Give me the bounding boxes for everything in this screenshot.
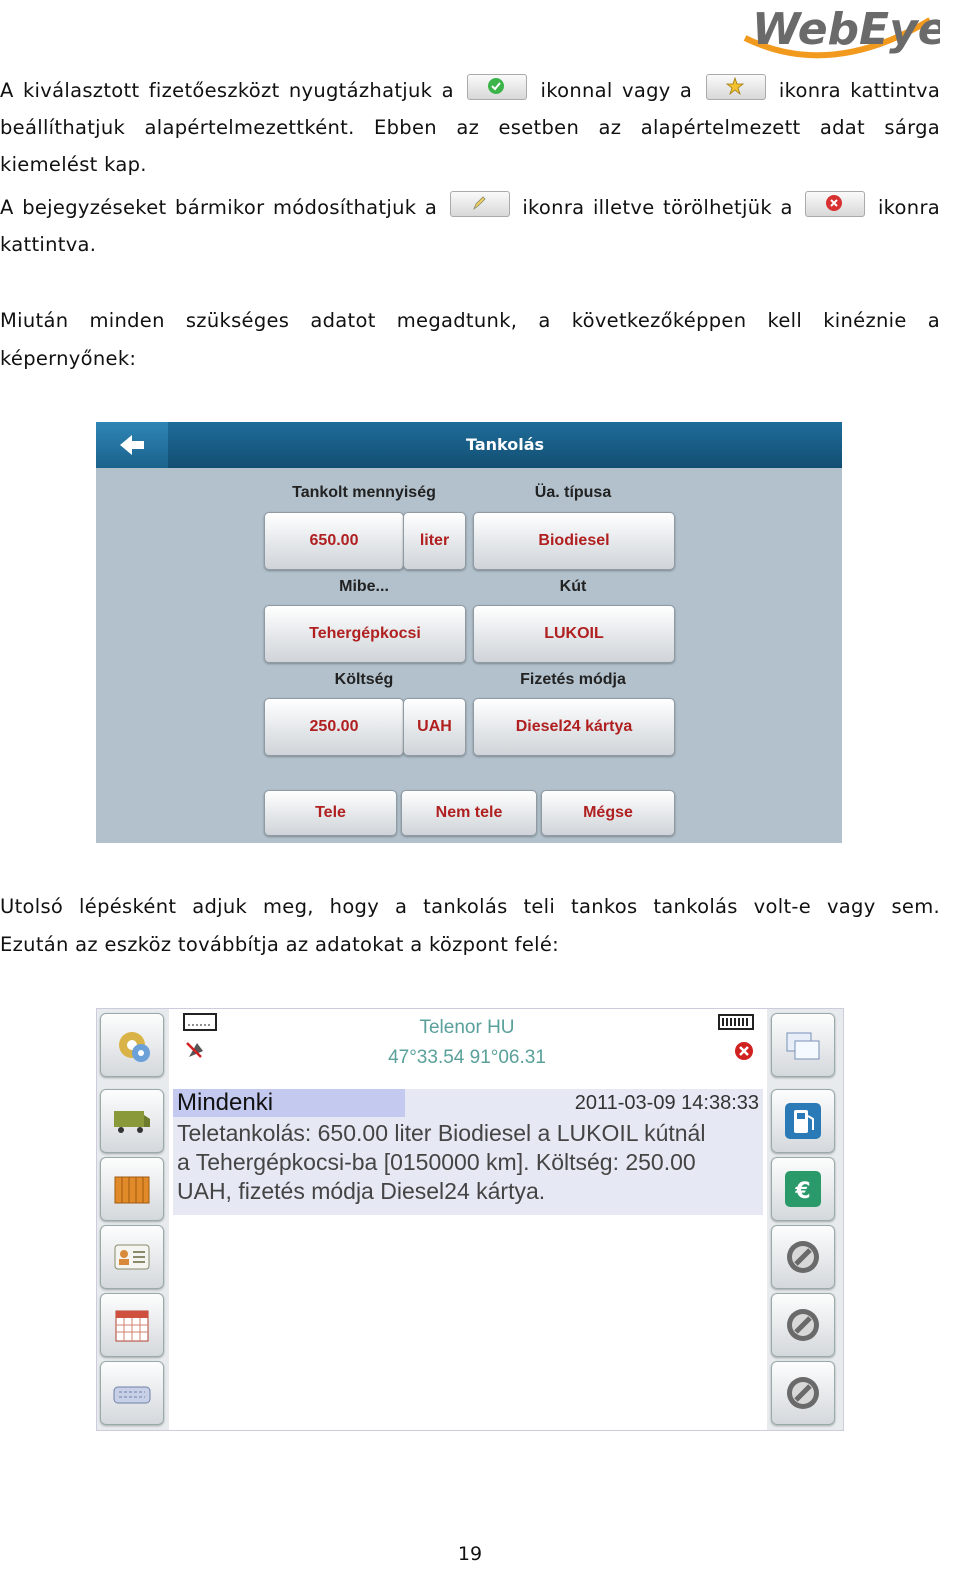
message-item[interactable] (173, 1089, 763, 1215)
gps-coordinates: 47°33.54 91°06.31 (388, 1047, 546, 1068)
container-icon (110, 1167, 154, 1211)
refuel-screen (96, 422, 842, 843)
paragraph-3-line-2: képernyőnek: (0, 347, 137, 370)
label-vehicle: Mibe... (339, 578, 389, 595)
pencil-icon (470, 194, 488, 212)
default-icon-button (706, 74, 766, 100)
message-screen (96, 1008, 844, 1431)
windows-tile[interactable] (771, 1013, 835, 1077)
paragraph-1-line-1 (0, 72, 940, 109)
logo-text: WebEye (752, 4, 940, 55)
label-payment: Fizetés módja (520, 671, 626, 688)
label-station: Kút (559, 578, 587, 595)
message-line-3: UAH, fizetés módja Diesel24 kártya. (177, 1178, 546, 1204)
delete-icon-button (805, 191, 865, 217)
star-icon (726, 77, 744, 95)
message-line-1: Teletankolás: 650.00 liter Biodiesel a LUKOIL kútnál (177, 1120, 706, 1146)
fuel-type-field[interactable]: Biodiesel (473, 512, 675, 570)
check-icon (487, 77, 505, 95)
amount-unit-field[interactable]: liter (403, 512, 466, 570)
back-arrow-icon (96, 422, 168, 468)
paragraph-4-line-2: Ezután az eszköz továbbítja az adatokat a központ felé: (0, 933, 560, 956)
paragraph-4-line-1: Utolsó lépésként adjuk meg, hogy a tankolás teli tankos tankolás volt-e vagy sem. (0, 895, 940, 918)
p2-text-c: ikonra (877, 196, 941, 219)
payment-field[interactable]: Diesel24 kártya (473, 698, 675, 756)
keyboard-tile[interactable] (100, 1361, 164, 1425)
settings-tile[interactable] (100, 1013, 164, 1077)
contact-card-icon (110, 1235, 154, 1279)
p2-text-b: ikonra illetve törölhetjük a (522, 196, 793, 219)
p2-text-a: A bejegyzéseket bármikor módosíthatjuk a (0, 196, 438, 219)
blocked-icon (781, 1235, 825, 1279)
station-field[interactable]: LUKOIL (473, 605, 675, 663)
p1-text-c: ikonra kattintva (778, 79, 941, 102)
p1-text-b: ikonnal vagy a (540, 79, 693, 102)
truck-icon (110, 1099, 154, 1143)
cargo-tile[interactable] (100, 1157, 164, 1221)
disabled-tile-2[interactable] (771, 1293, 835, 1357)
fuel-pump-icon (781, 1099, 825, 1143)
page-number: 19 (457, 1543, 483, 1565)
operator-name: Telenor HU (419, 1017, 515, 1038)
not-full-button[interactable]: Nem tele (401, 790, 537, 836)
paragraph-2-line-1 (0, 189, 940, 226)
currency-field[interactable]: UAH (403, 698, 466, 756)
euro-icon (781, 1167, 825, 1211)
full-tank-button[interactable]: Tele (264, 790, 397, 836)
svg-text:€: € (795, 1179, 811, 1204)
battery-icon (717, 1013, 757, 1061)
screen-title: Tankolás (465, 435, 545, 454)
message-line-2: a Tehergépkocsi-ba [0150000 km]. Költség: 250.00 (177, 1149, 696, 1175)
webeye-logo (740, 0, 940, 72)
label-cost: Költség (334, 671, 394, 688)
contacts-tile[interactable] (100, 1225, 164, 1289)
paragraph-1-line-3: kiemelést kap. (0, 153, 147, 176)
blocked-icon (781, 1371, 825, 1415)
message-body (177, 1119, 763, 1206)
gear-icon (110, 1023, 154, 1067)
keyboard-icon (110, 1371, 154, 1415)
cost-field[interactable]: 250.00 (264, 698, 404, 756)
p1-text-a: A kiválasztott fizetőeszközt nyugtázhatjuk a (0, 79, 454, 102)
vehicle-field[interactable]: Tehergépkocsi (264, 605, 466, 663)
calendar-icon (110, 1303, 154, 1347)
label-amount: Tankolt mennyiség (292, 484, 436, 501)
truck-tile[interactable] (100, 1089, 164, 1153)
disabled-tile-1[interactable] (771, 1225, 835, 1289)
message-sender: Mindenki (177, 1089, 274, 1116)
disabled-tile-3[interactable] (771, 1361, 835, 1425)
cancel-button[interactable]: Mégse (541, 790, 675, 836)
windows-icon (781, 1023, 825, 1067)
back-button[interactable] (96, 422, 168, 468)
calendar-tile[interactable] (100, 1293, 164, 1357)
delete-icon (825, 194, 843, 212)
amount-field[interactable]: 650.00 (264, 512, 404, 570)
blocked-icon (781, 1303, 825, 1347)
fuel-tile[interactable] (771, 1089, 835, 1153)
paragraph-2-line-2: kattintva. (0, 233, 97, 256)
edit-icon-button (450, 191, 510, 217)
paragraph-3-line-1: Miután minden szükséges adatot megadtunk, a következőképpen kell kinéznie a (0, 309, 940, 332)
confirm-icon-button (467, 74, 527, 100)
paragraph-1-line-2: beállíthatjuk alapértelmezettként. Ebben az esetben az alapértelmezett adat sárga (0, 116, 940, 139)
message-timestamp: 2011-03-09 14:38:33 (574, 1092, 759, 1114)
label-fuel-type: Üa. típusa (534, 484, 612, 501)
payment-tile[interactable] (771, 1157, 835, 1221)
